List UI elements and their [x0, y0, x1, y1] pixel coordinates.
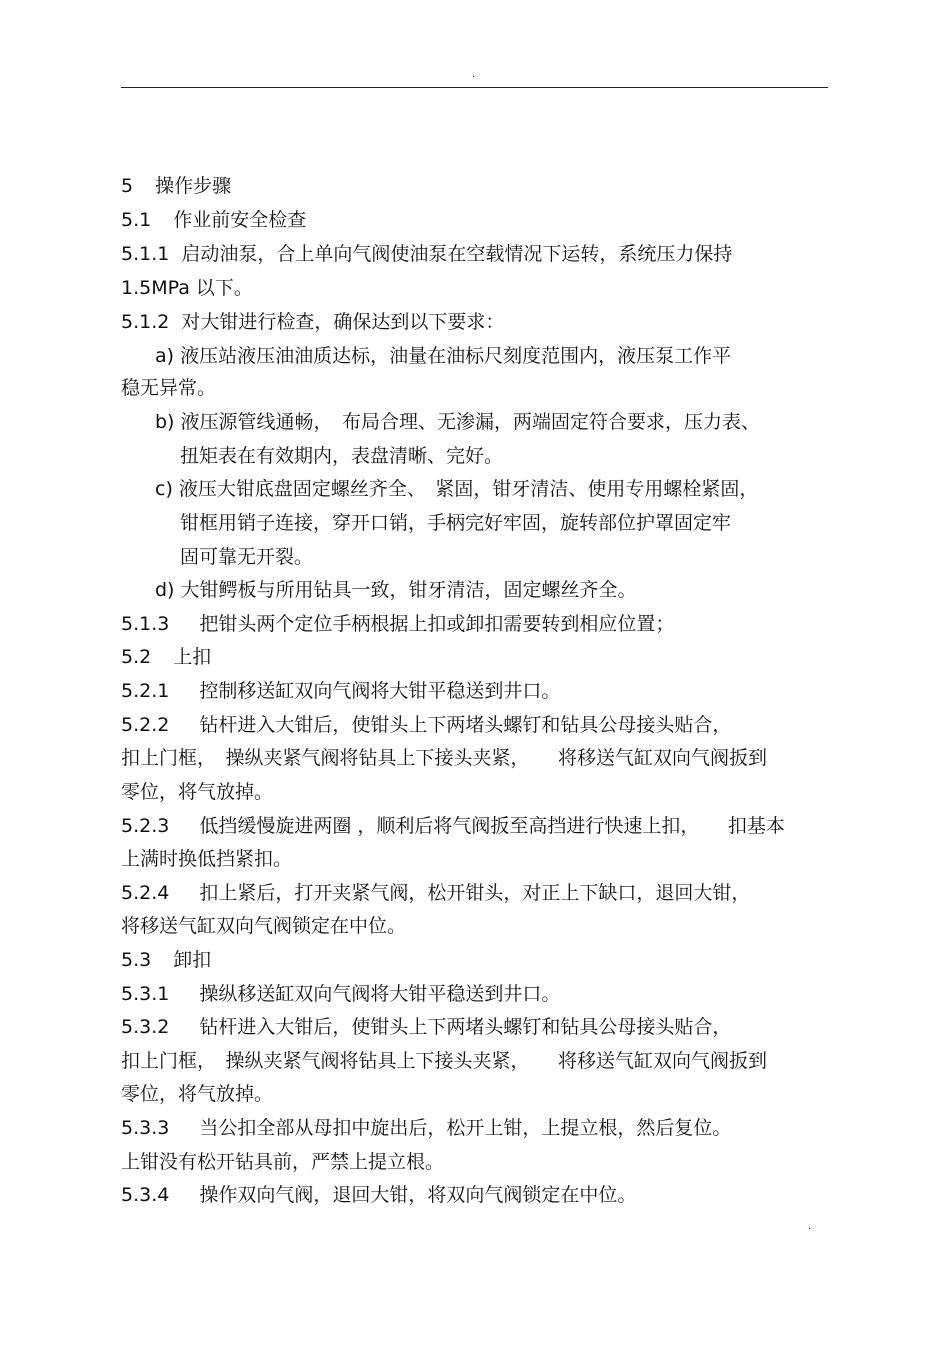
section-number: 5.2.3: [121, 815, 170, 837]
section-title: 操作步骤: [155, 175, 232, 197]
list-item-d: [155, 578, 637, 602]
section-number: 5.1.2: [121, 311, 170, 333]
list-item-continuation: 钳框用销子连接，穿开口销，手柄完好牢固，旋转部位护罩固定牢: [180, 512, 732, 534]
list-item-c: [155, 477, 758, 501]
paragraph-5-2-1: [121, 679, 560, 703]
list-item-continuation: 固可靠无开裂。: [180, 546, 314, 568]
paragraph-continuation: 上满时换低挡紧扣。: [121, 848, 293, 870]
section-title: 作业前安全检查: [173, 209, 307, 231]
item-text: 液压大钳底盘固定螺丝齐全、 紧固，钳牙清洁、使用专用螺栓紧固，: [178, 478, 759, 500]
section-title: 卸扣: [173, 949, 212, 971]
paragraph-5-2-4: [121, 881, 750, 905]
paragraph-text: 启动油泵，合上单向气阀使油泵在空载情况下运转，系统压力保持: [181, 243, 733, 265]
section-number: 5.3.4: [121, 1184, 170, 1206]
paragraph-continuation: 1.5MPa 以下。: [121, 277, 253, 299]
list-item-a: [155, 344, 731, 368]
paragraph-5-1-3: [121, 612, 674, 636]
section-number: 5.1.3: [121, 613, 170, 635]
paragraph-text: 操作双向气阀，退回大钳，将双向气阀锁定在中位。: [199, 1184, 637, 1206]
paragraph-5-3-2: [121, 1015, 731, 1039]
section-heading-5-2: [121, 645, 211, 669]
section-heading-5-3: [121, 948, 211, 972]
paragraph-5-1-1: [121, 242, 732, 266]
paragraph-continuation: 扣上门框， 操纵夹紧气阀将钻具上下接头夹紧， 将移送气缸双向气阀扳到: [121, 1050, 768, 1072]
paragraph-continuation: 扣上门框， 操纵夹紧气阀将钻具上下接头夹紧， 将移送气缸双向气阀扳到: [121, 747, 768, 769]
section-number: 5.3.3: [121, 1117, 170, 1139]
paragraph-continuation: 上钳没有松开钻具前，严禁上提立根。: [121, 1151, 445, 1173]
item-text: 大钳鳄板与所用钻具一致，钳牙清洁，固定螺丝齐全。: [180, 579, 637, 601]
header-rule: [121, 87, 828, 88]
section-number: 5.3.2: [121, 1016, 170, 1038]
section-number: 5.2.2: [121, 714, 170, 736]
paragraph-text: 把钳头两个定位手柄根据上扣或卸扣需要转到相应位置；: [199, 613, 675, 635]
paragraph-5-1-2: [121, 310, 504, 334]
section-number: 5.2.1: [121, 680, 170, 702]
paragraph-text: 控制移送缸双向气阀将大钳平稳送到井口。: [199, 680, 561, 702]
paragraph-continuation: 将移送气缸双向气阀锁定在中位。: [121, 915, 407, 937]
paragraph-5-3-1: [121, 982, 560, 1006]
section-number: 5.3.1: [121, 983, 170, 1005]
paragraph-5-2-3: [121, 814, 785, 838]
list-item-continuation: 稳无异常。: [121, 377, 217, 399]
paragraph-text: 钻杆进入大钳后，使钳头上下两堵头螺钉和钻具公母接头贴合，: [199, 714, 732, 736]
paragraph-text: 钻杆进入大钳后，使钳头上下两堵头螺钉和钻具公母接头贴合，: [199, 1016, 732, 1038]
paragraph-text: 低挡缓慢旋进两圈 ，顺利后将气阀扳至高挡进行快速上扣， 扣基本: [199, 815, 785, 837]
section-number: 5.1: [121, 209, 152, 231]
paragraph-5-3-3: [121, 1116, 731, 1140]
paragraph-5-2-2: [121, 713, 731, 737]
paragraph-5-3-4: [121, 1183, 636, 1207]
section-title: 上扣: [173, 646, 212, 668]
section-number: 5.3: [121, 949, 152, 971]
list-item-continuation: 扭矩表在有效期内，表盘清晰、完好。: [180, 445, 504, 467]
section-number: 5.2.4: [121, 882, 170, 904]
section-number: 5.1.1: [121, 243, 170, 265]
footer-mark: .: [808, 1221, 812, 1232]
paragraph-text: 操纵移送缸双向气阀将大钳平稳送到井口。: [199, 983, 561, 1005]
paragraph-text: 对大钳进行检查，确保达到以下要求：: [181, 311, 505, 333]
item-label: a): [155, 345, 175, 367]
header-mark: .: [472, 69, 476, 80]
paragraph-text: 当公扣全部从母扣中旋出后，松开上钳，上提立根，然后复位。: [199, 1117, 732, 1139]
section-heading-5: [121, 174, 231, 198]
section-number: 5.2: [121, 646, 152, 668]
section-number: 5: [121, 175, 134, 197]
item-text: 液压站液压油油质达标，油量在油标尺刻度范围内，液压泵工作平: [180, 345, 732, 367]
paragraph-text: 扣上紧后，打开夹紧气阀，松开钳头，对正上下缺口，退回大钳，: [199, 882, 751, 904]
section-heading-5-1: [121, 208, 306, 232]
item-label: b): [155, 411, 175, 433]
paragraph-continuation: 零位，将气放掉。: [121, 1083, 274, 1105]
paragraph-continuation: 零位，将气放掉。: [121, 781, 274, 803]
item-label: c): [155, 478, 173, 500]
item-label: d): [155, 579, 175, 601]
list-item-b: [155, 410, 760, 434]
item-text: 液压源管线通畅， 布局合理、无渗漏，两端固定符合要求，压力表、: [180, 411, 761, 433]
